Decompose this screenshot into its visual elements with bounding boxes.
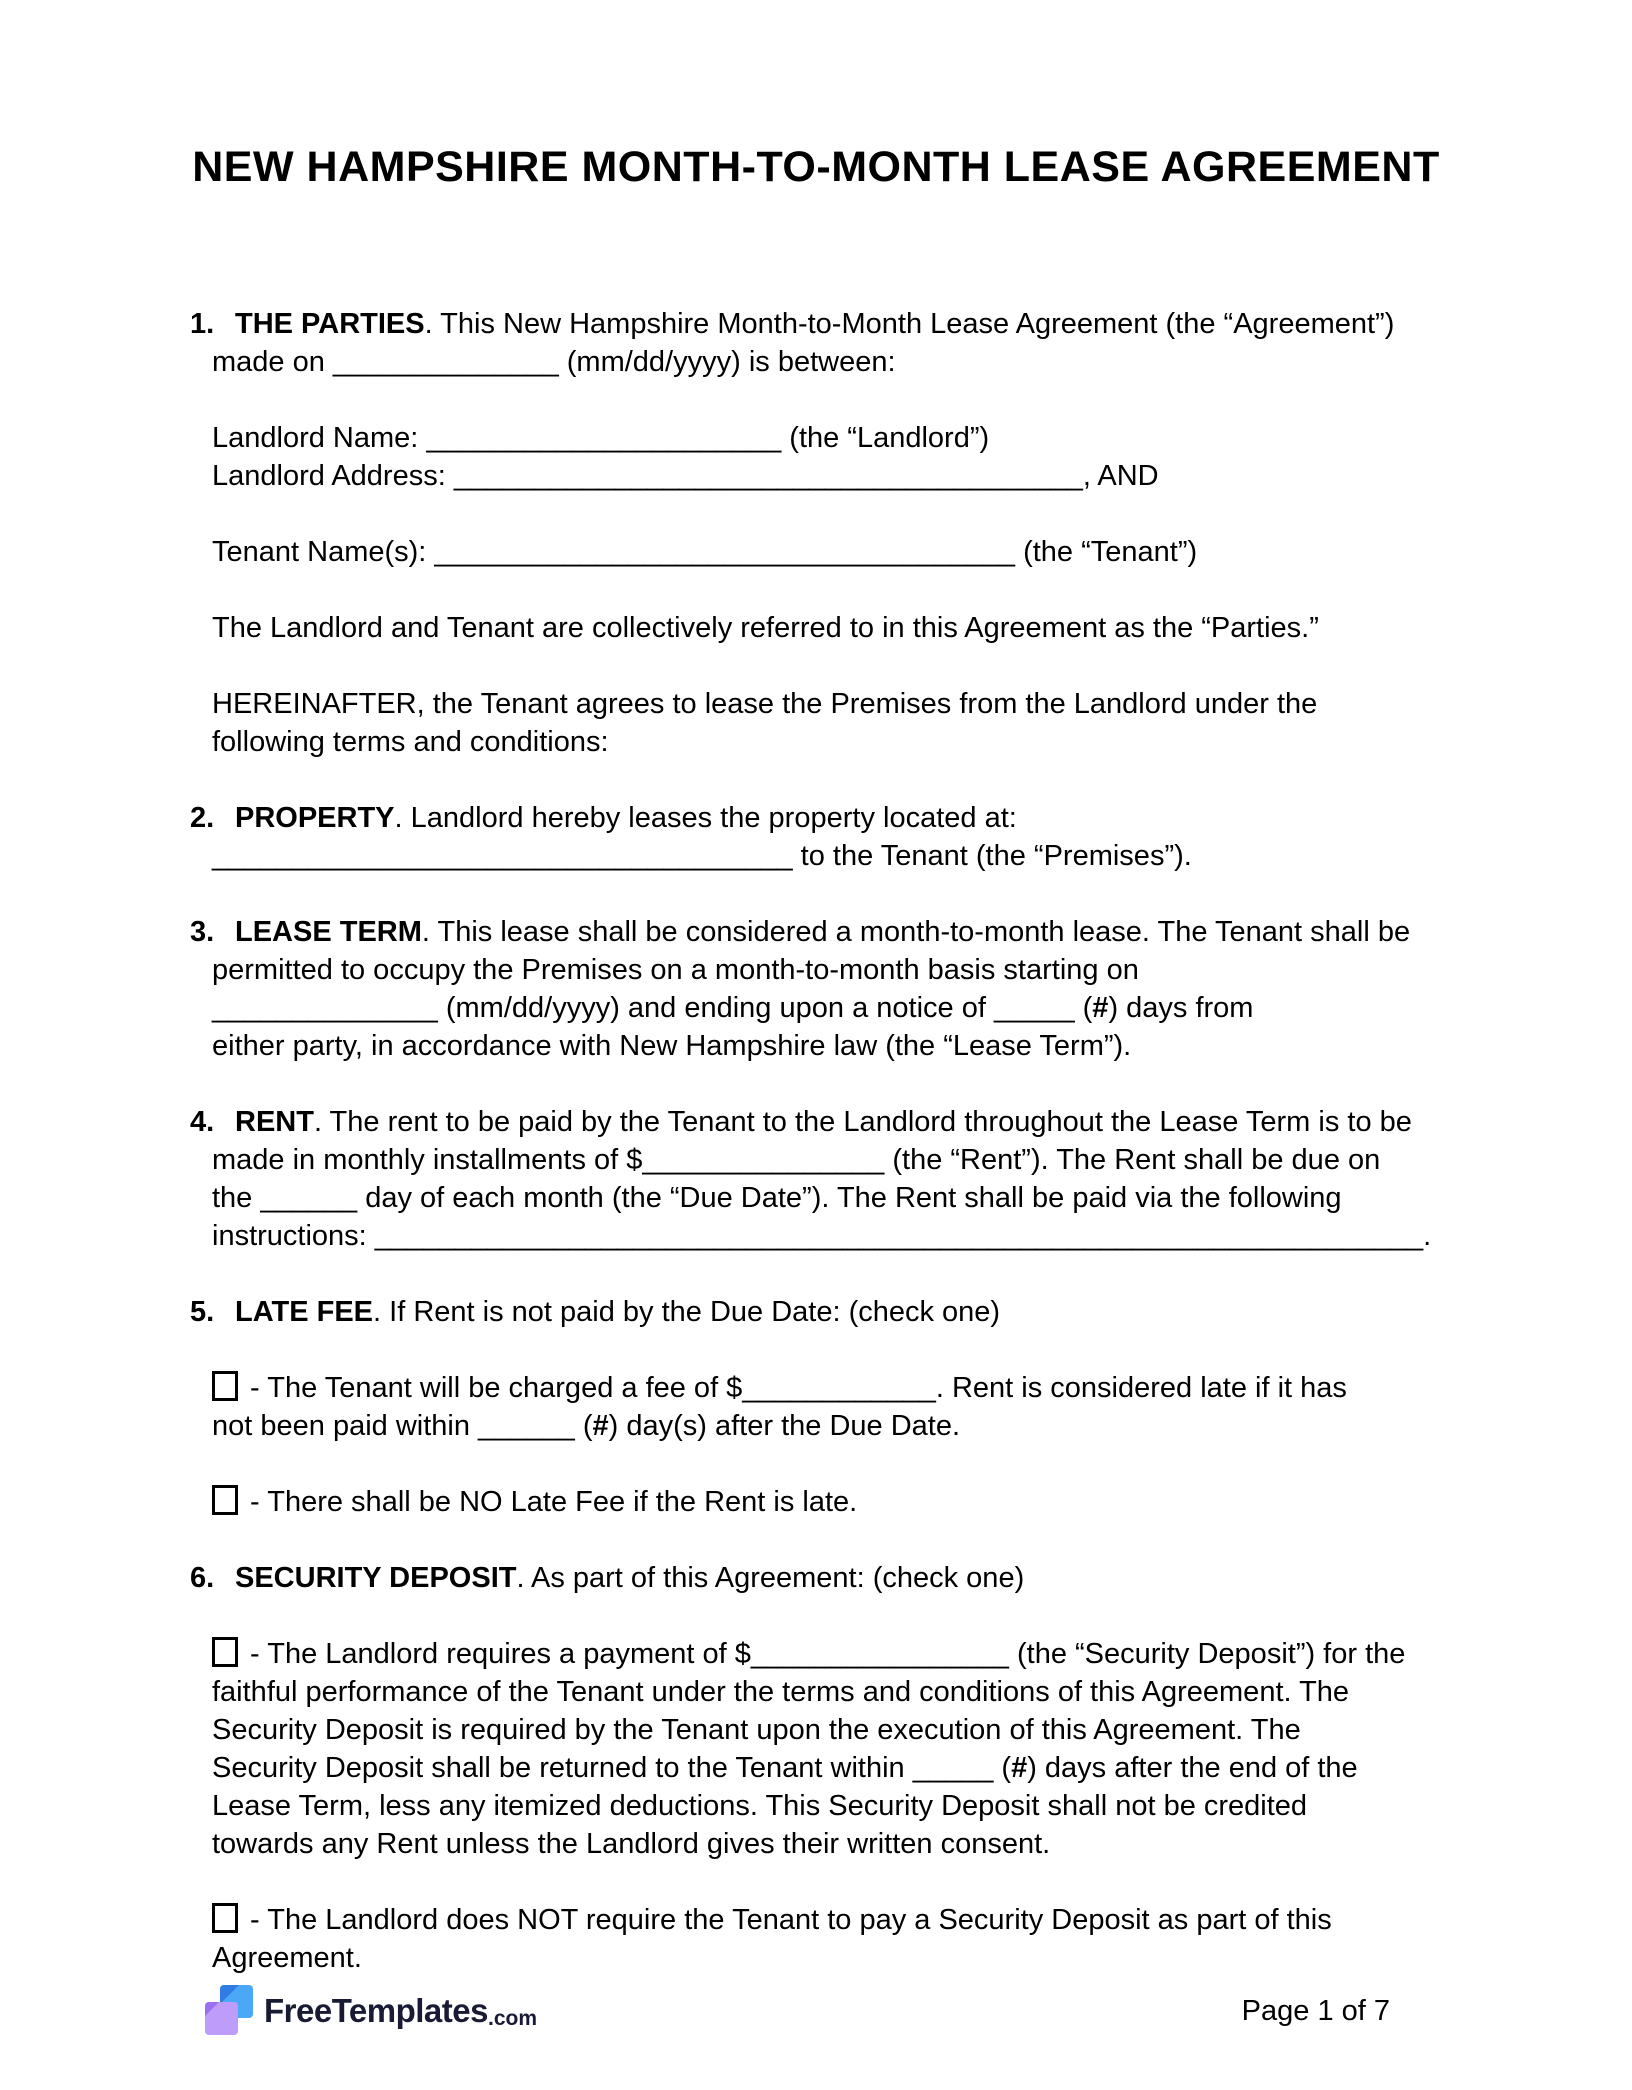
document-line — [212, 305, 1492, 343]
section-lead-paragraph — [190, 1559, 1492, 1597]
document-line — [212, 457, 1492, 495]
text-run: - The Landlord requires a payment of $________________ (the “Security Deposit”) for the — [242, 1638, 1406, 1670]
text-run: The Landlord and Tenant are collectively referred to in this Agreement as the “Parties.” — [212, 612, 1319, 644]
section-lead-paragraph — [190, 1293, 1492, 1331]
text-run: ____________________________________ to the Tenant (the “Premises”). — [212, 840, 1192, 872]
logo-purple-square — [205, 2002, 238, 2035]
text-run: ) day(s) after the Due Date. — [608, 1410, 961, 1442]
text-run: following terms and conditions: — [212, 726, 609, 758]
document-line — [212, 1293, 1492, 1331]
document-line — [212, 1825, 1492, 1863]
document-line — [212, 1141, 1492, 1179]
section-lead-paragraph — [190, 799, 1492, 875]
bold-text: LATE FEE — [235, 1296, 374, 1328]
document-line — [212, 1179, 1492, 1217]
section-number: 2. — [190, 802, 215, 834]
document-line — [212, 1711, 1492, 1749]
paragraph — [212, 419, 1492, 495]
bold-text: THE PARTIES — [235, 308, 425, 340]
text-run: . If Rent is not paid by the Due Date: (check one) — [373, 1296, 1001, 1328]
paragraph — [212, 533, 1492, 571]
document-line — [212, 1407, 1492, 1445]
paragraph — [212, 1635, 1492, 1863]
document-line — [212, 1103, 1492, 1141]
page-footer — [205, 1981, 1390, 2041]
text-run: not been paid within ______ ( — [212, 1410, 593, 1442]
document-line — [212, 533, 1492, 571]
text-run: . Landlord hereby leases the property located at: — [394, 802, 1017, 834]
lease-section-5 — [190, 1293, 1492, 1521]
text-run: ) days from — [1108, 992, 1254, 1024]
section-number: 5. — [190, 1296, 215, 1328]
section-lead-paragraph — [190, 913, 1492, 1065]
text-run: Landlord Name: ______________________ (the “Landlord”) — [212, 422, 990, 454]
section-number: 6. — [190, 1562, 215, 1594]
paragraph — [212, 1369, 1492, 1445]
text-run: Agreement. — [212, 1942, 362, 1974]
text-run: towards any Rent unless the Landlord gives their written consent. — [212, 1828, 1051, 1860]
document-line — [212, 1635, 1492, 1673]
bold-text: SECURITY DEPOSIT — [235, 1562, 517, 1594]
document-line — [212, 1939, 1492, 1977]
text-run: made on ______________ (mm/dd/yyyy) is between: — [212, 346, 896, 378]
document-line — [212, 1369, 1492, 1407]
lease-section-1 — [190, 305, 1492, 761]
text-run: - The Landlord does NOT require the Tenant to pay a Security Deposit as part of this — [242, 1904, 1332, 1936]
text-run: . This lease shall be considered a month-to-month lease. The Tenant shall be — [421, 916, 1411, 948]
document-line — [212, 799, 1492, 837]
document-body — [190, 305, 1492, 1977]
text-run: HEREINAFTER, the Tenant agrees to lease the Premises from the Landlord under the — [212, 688, 1318, 720]
brand-suffix: .com — [487, 2007, 537, 2030]
section-lead-paragraph — [190, 305, 1492, 381]
document-line — [212, 343, 1492, 381]
document-line — [212, 1749, 1492, 1787]
document-line — [212, 837, 1492, 875]
text-run: made in monthly installments of $_______________ (the “Rent”). The Rent shall be due on — [212, 1144, 1381, 1176]
text-run: ______________ (mm/dd/yyyy) and ending upon a notice of _____ ( — [212, 992, 1093, 1024]
text-run: either party, in accordance with New Hampshire law (the “Lease Term”). — [212, 1030, 1132, 1062]
checkbox[interactable] — [212, 1903, 238, 1933]
paragraph — [212, 1483, 1492, 1521]
document-line — [212, 1673, 1492, 1711]
paragraph — [212, 685, 1492, 761]
document-line — [212, 609, 1492, 647]
text-run: Tenant Name(s): ____________________________________ (the “Tenant”) — [212, 536, 1198, 568]
checkbox[interactable] — [212, 1371, 238, 1401]
text-run: the ______ day of each month (the “Due Date”). The Rent shall be paid via the following — [212, 1182, 1342, 1214]
document-line — [212, 685, 1492, 723]
document-line — [212, 419, 1492, 457]
section-number: 1. — [190, 308, 215, 340]
checkbox[interactable] — [212, 1637, 238, 1667]
section-number: 4. — [190, 1106, 215, 1138]
lease-section-2 — [190, 799, 1492, 875]
text-run: Security Deposit is required by the Tenant upon the execution of this Agreement. The — [212, 1714, 1301, 1746]
text-run: permitted to occupy the Premises on a month-to-month basis starting on — [212, 954, 1139, 986]
freetemplates-pages-icon — [205, 1985, 255, 2037]
text-run: - There shall be NO Late Fee if the Rent is late. — [242, 1486, 858, 1518]
document-line — [212, 1027, 1492, 1065]
text-run: - The Tenant will be charged a fee of $____________. Rent is considered late if it has — [242, 1372, 1347, 1404]
checkbox[interactable] — [212, 1485, 238, 1515]
lease-section-6 — [190, 1559, 1492, 1977]
bold-text: # — [1092, 992, 1109, 1024]
document-line — [212, 913, 1492, 951]
freetemplates-logo — [205, 1985, 537, 2037]
document-line — [212, 723, 1492, 761]
brand-name: FreeTemplates — [264, 1992, 488, 2029]
document-line — [212, 1901, 1492, 1939]
section-number: 3. — [190, 916, 215, 948]
text-run: . The rent to be paid by the Tenant to the Landlord throughout the Lease Term is to be — [313, 1106, 1412, 1138]
document-line — [212, 1217, 1492, 1255]
text-run: Security Deposit shall be returned to the Tenant within _____ ( — [212, 1752, 1012, 1784]
document-line — [212, 989, 1492, 1027]
document-line — [212, 1559, 1492, 1597]
document-line — [212, 951, 1492, 989]
bold-text: # — [592, 1410, 609, 1442]
text-run: . This New Hampshire Month-to-Month Lease Agreement (the “Agreement”) — [424, 308, 1395, 340]
document-title: NEW HAMPSHIRE MONTH-TO-MONTH LEASE AGREEMENT — [192, 143, 1440, 191]
bold-text: LEASE TERM — [235, 916, 422, 948]
text-run: . As part of this Agreement: (check one) — [516, 1562, 1025, 1594]
text-run: Lease Term, less any itemized deductions. This Security Deposit shall not be credited — [212, 1790, 1308, 1822]
text-run: faithful performance of the Tenant under the terms and conditions of this Agreement. The — [212, 1676, 1350, 1708]
bold-text: RENT — [235, 1106, 314, 1138]
document-line — [212, 1483, 1492, 1521]
lease-section-3 — [190, 913, 1492, 1065]
bold-text: PROPERTY — [235, 802, 395, 834]
text-run: ) days after the end of the — [1027, 1752, 1358, 1784]
paragraph — [212, 1901, 1492, 1977]
lease-section-4 — [190, 1103, 1492, 1255]
page-number: Page 1 of 7 — [1241, 1994, 1390, 2027]
bold-text: # — [1011, 1752, 1028, 1784]
document-line — [212, 1787, 1492, 1825]
text-run: Landlord Address: _______________________________________, AND — [212, 460, 1159, 492]
paragraph — [212, 609, 1492, 647]
text-run: instructions: _________________________________________________________________. — [212, 1220, 1432, 1252]
section-lead-paragraph — [190, 1103, 1492, 1255]
